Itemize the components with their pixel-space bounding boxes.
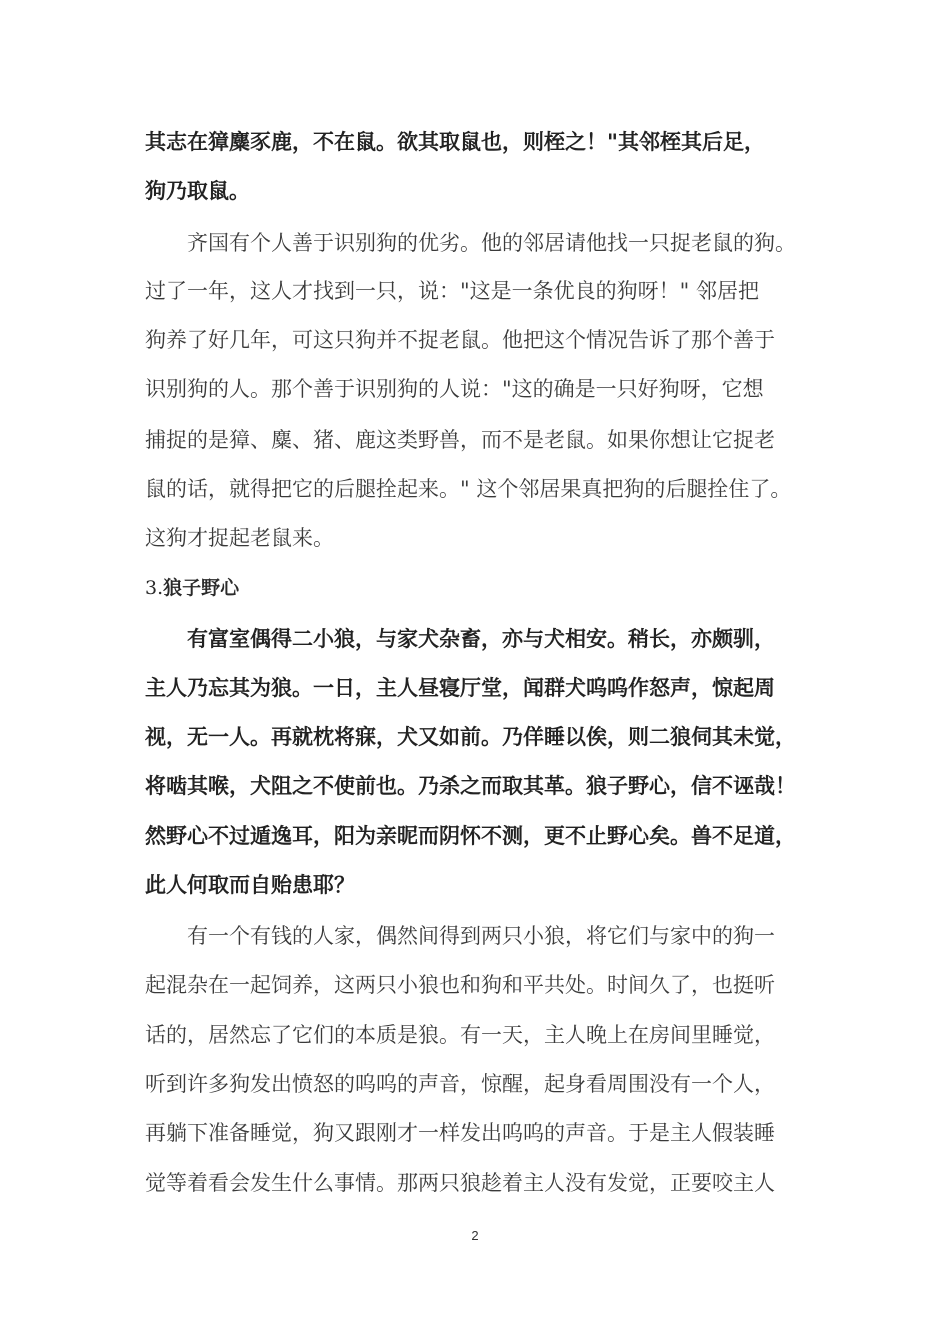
- text-line: 觉等着看会发生什么事情。那两只狼趁着主人没有发觉，正要咬主人: [145, 1171, 775, 1195]
- text-line: 捕捉的是獐、麋、猪、鹿这类野兽，而不是老鼠。如果你想让它捉老: [145, 428, 775, 452]
- text-line: 然野心不过遁逸耳，阳为亲昵而阴怀不测，更不止野心矣。兽不足道，: [145, 824, 796, 848]
- text-line: 起混杂在一起饲养，这两只小狼也和狗和平共处。时间久了，也挺听: [145, 973, 775, 997]
- text-line: 再躺下准备睡觉，狗又跟刚才一样发出呜呜的声音。于是主人假装睡: [145, 1121, 775, 1145]
- text-line: 主人乃忘其为狼。一日，主人昼寝厅堂，闻群犬呜呜作怒声，惊起周: [145, 676, 775, 700]
- text-line: 其志在獐麋豕鹿，不在鼠。欲其取鼠也，则桎之！"其邻桎其后足，: [145, 130, 765, 154]
- text-line: 过了一年，这人才找到一只，说："这是一条优良的狗呀！" 邻居把: [145, 279, 759, 303]
- text-line: 这狗才捉起老鼠来。: [145, 526, 334, 550]
- text-line: 齐国有个人善于识别狗的优劣。他的邻居请他找一只捉老鼠的狗。: [187, 231, 796, 255]
- text-line: 狗乃取鼠。: [145, 179, 250, 203]
- text-line: 有富室偶得二小狼，与家犬杂畜，亦与犬相安。稍长，亦颇驯，: [187, 627, 775, 651]
- text-line: 狗养了好几年，可这只狗并不捉老鼠。他把这个情况告诉了那个善于: [145, 328, 775, 352]
- text-line: 有一个有钱的人家，偶然间得到两只小狼，将它们与家中的狗一: [187, 924, 775, 948]
- page-number: 2: [471, 1228, 479, 1243]
- section-heading: [145, 573, 835, 603]
- text-line: 将啮其喉，犬阻之不使前也。乃杀之而取其革。狼子野心，信不诬哉！: [145, 774, 796, 798]
- text-line: 听到许多狗发出愤怒的呜呜的声音，惊醒，起身看周围没有一个人，: [145, 1072, 775, 1096]
- text-line: 此人何取而自贻患耶？: [145, 873, 355, 897]
- section-title: 狼子野心: [163, 577, 240, 599]
- section-number: 3.: [145, 577, 164, 599]
- text-line: 鼠的话，就得把它的后腿拴起来。" 这个邻居果真把狗的后腿拴住了。: [145, 477, 792, 501]
- text-line: 视，无一人。再就枕将寐，犬又如前。乃佯睡以俟，则二狼伺其未觉，: [145, 725, 796, 749]
- text-line: 识别狗的人。那个善于识别狗的人说："这的确是一只好狗呀，它想: [145, 377, 764, 401]
- text-line: 话的，居然忘了它们的本质是狼。有一天，主人晚上在房间里睡觉，: [145, 1023, 775, 1047]
